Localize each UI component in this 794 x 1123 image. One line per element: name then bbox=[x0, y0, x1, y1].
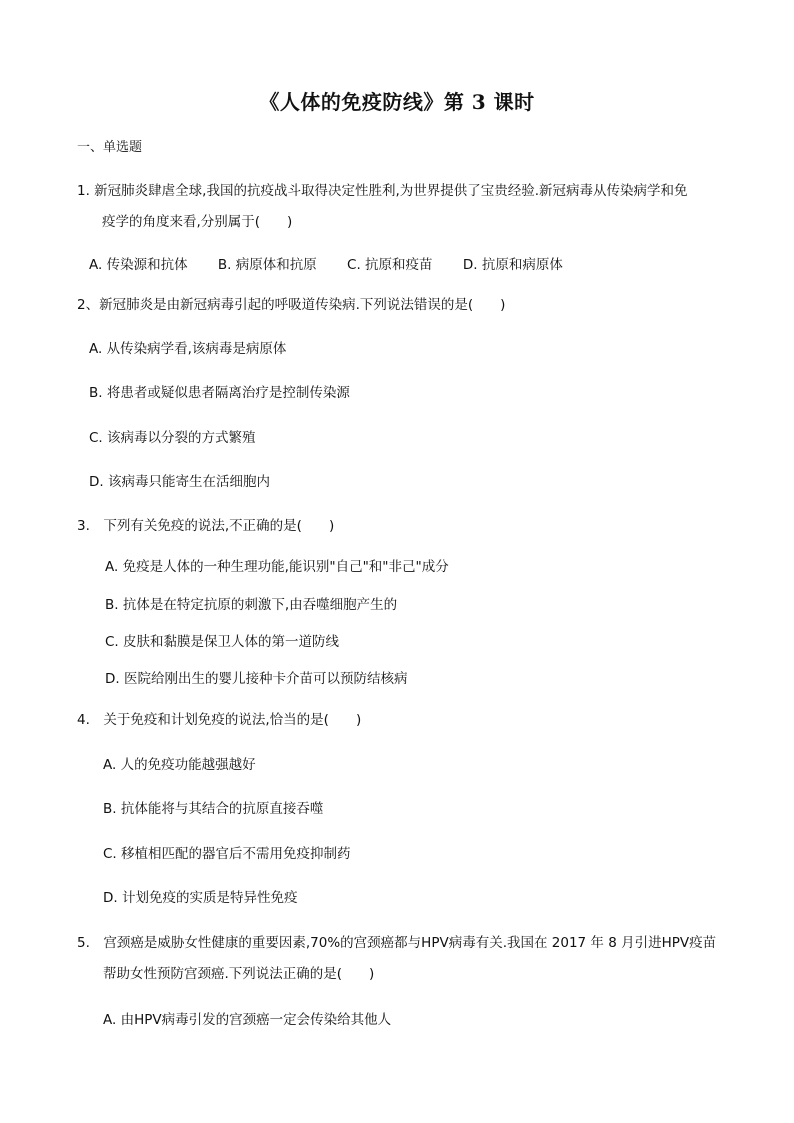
question-5-stem-line-1: 5. 宫颈癌是威胁女性健康的重要因素,70%的宫颈癌都与HPV病毒有关.我国在 2017 年 8 月引进HPV疫苗 bbox=[77, 935, 717, 951]
q3-option-c: C. 皮肤和黏膜是保卫人体的第一道防线 bbox=[105, 634, 340, 650]
q1-option-d: D. 抗原和病原体 bbox=[462, 257, 563, 273]
page-title: 《人体的免疫防线》第 3 课时 bbox=[259, 90, 535, 114]
question-2-stem: 2、新冠肺炎是由新冠病毒引起的呼吸道传染病.下列说法错误的是( ) bbox=[77, 297, 506, 313]
q5-option-a: A. 由HPV病毒引发的宫颈癌一定会传染给其他人 bbox=[103, 1012, 392, 1028]
q2-option-a: A. 从传染病学看,该病毒是病原体 bbox=[89, 341, 287, 357]
q4-option-b: B. 抗体能将与其结合的抗原直接吞噬 bbox=[103, 801, 324, 817]
q4-option-c: C. 移植相匹配的器官后不需用免疫抑制药 bbox=[103, 846, 351, 862]
question-1-stem-line-1: 1. 新冠肺炎肆虐全球,我国的抗疫战斗取得决定性胜利,为世界提供了宝贵经验.新冠病毒从传染病学和免 bbox=[77, 183, 688, 199]
q3-option-d: D. 医院给刚出生的婴儿接种卡介苗可以预防结核病 bbox=[105, 671, 408, 687]
question-4-stem: 4. 关于免疫和计划免疫的说法,恰当的是( ) bbox=[77, 712, 362, 728]
q1-option-b: B. 病原体和抗原 bbox=[217, 257, 317, 273]
q3-option-a: A. 免疫是人体的一种生理功能,能识别"自己"和"非己"成分 bbox=[105, 559, 449, 575]
q4-option-a: A. 人的免疫功能越强越好 bbox=[103, 757, 256, 773]
section-heading: 一、单选题 bbox=[77, 140, 143, 155]
q1-option-a: A. 传染源和抗体 bbox=[89, 257, 188, 273]
q2-option-b: B. 将患者或疑似患者隔离治疗是控制传染源 bbox=[89, 385, 350, 401]
q3-option-b: B. 抗体是在特定抗原的刺激下,由吞噬细胞产生的 bbox=[105, 597, 398, 613]
q4-option-d: D. 计划免疫的实质是特异性免疫 bbox=[103, 890, 298, 906]
q2-option-c: C. 该病毒以分裂的方式繁殖 bbox=[89, 430, 256, 446]
q1-option-c: C. 抗原和疫苗 bbox=[347, 257, 433, 273]
q2-option-d: D. 该病毒只能寄生在活细胞内 bbox=[89, 474, 270, 490]
question-3-stem: 3. 下列有关免疫的说法,不正确的是( ) bbox=[77, 518, 335, 534]
question-1-options bbox=[89, 253, 589, 273]
question-1-stem-line-2: 疫学的角度来看,分别属于( ) bbox=[102, 214, 293, 230]
question-5-stem-line-2: 帮助女性预防宫颈癌.下列说法正确的是( ) bbox=[103, 966, 375, 982]
